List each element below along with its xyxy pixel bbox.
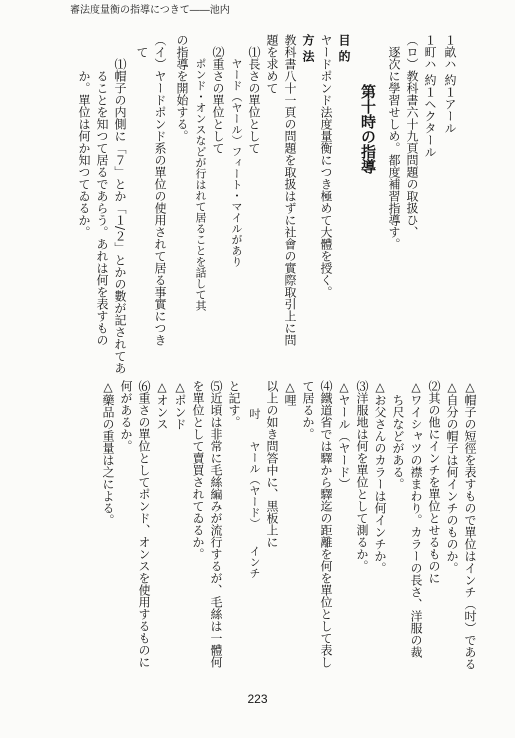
text-line: ⑷鐵道省では驛から驛迄の距離を何を單位として表し bbox=[319, 380, 333, 668]
text-line: 題を求めて bbox=[265, 34, 279, 94]
text-line: ⑵其の他にインチを單位とせるものに bbox=[427, 380, 441, 584]
text-line: （イ）ヤードポンド系の單位の使用されて居る事實につき bbox=[153, 34, 167, 346]
text-line: （ロ）教科書六十九頁問題の取扱ひ、 bbox=[405, 34, 419, 238]
text-line: １町ハ 約１ヘクタール bbox=[423, 34, 437, 158]
text-line: ⑶洋服地は何を單位として測るか。 bbox=[355, 380, 369, 572]
text-line: △ワイシャツの襟まわり。カラーの長さ、洋服の裁 bbox=[409, 380, 423, 658]
text-line: 吋 ヤール（ヤード） インチ bbox=[248, 408, 261, 579]
text-line: か。單位は何か知つてゐるか。 bbox=[77, 70, 91, 238]
text-line: △お父さんのカラーは何インチか。 bbox=[373, 380, 387, 574]
text-line: ヤードポンド法度量衡につき極めて大體を授く。 bbox=[319, 34, 333, 298]
text-line: て居るか。 bbox=[301, 380, 315, 440]
text-line: △ヤール（ヤード） bbox=[337, 380, 351, 490]
text-line: ⑹重さの單位としてポンド、オンスを使用するものに bbox=[137, 380, 151, 668]
text-line: の指導を開始する。 bbox=[175, 34, 189, 142]
text-line: 目 的 bbox=[337, 34, 351, 63]
text-line: △ポンド bbox=[173, 380, 187, 430]
text-line: 方 法 bbox=[301, 34, 315, 63]
text-line: ⑴帽子の内側に「７」とか「１/２」とかの數が記されてあ bbox=[113, 58, 127, 375]
text-line: 何があるか。 bbox=[119, 380, 133, 452]
text-line: △オンス bbox=[155, 380, 169, 430]
running-head: 審法度量衡の指導につきて――池内 bbox=[70, 5, 230, 16]
text-line: 逐次に學習せしめ。都度補習指導す。 bbox=[387, 46, 401, 250]
text-line: ヤード（ヤール）フィート・マイルがあり bbox=[230, 58, 243, 267]
text-line: て bbox=[135, 46, 149, 58]
page-number: 223 bbox=[247, 692, 268, 706]
text-line: ⑵重さの單位として bbox=[211, 46, 225, 154]
text-line: △自分の帽子は何インチのものか。 bbox=[445, 380, 459, 574]
text-line: ⑴長さの單位として bbox=[247, 46, 261, 154]
text-line: ち尺などがある。 bbox=[391, 394, 405, 490]
text-line: △哩 bbox=[283, 380, 297, 406]
text-line: を單位として賣買されてゐるか。 bbox=[191, 380, 205, 560]
text-line: ポンド・オンスなどが行はれて居ることを話して其 bbox=[194, 58, 207, 311]
text-line: ⑸近頃は非常に毛絲編みが流行するが、毛絲は一體何 bbox=[209, 380, 223, 668]
text-line: ることを知つて居るであらう。あれは何を表すもの bbox=[95, 70, 109, 346]
section-heading: 第十時の指導 bbox=[359, 84, 377, 174]
text-line: △藥品の重量は之による。 bbox=[101, 380, 115, 526]
text-line: と記す。 bbox=[227, 380, 241, 428]
text-line: １畝ハ 約１アール bbox=[443, 34, 457, 134]
text-line: 以上の如き問答中に、黒板上に bbox=[265, 380, 279, 548]
text-line: △帽子の短徑を表すもので單位はインチ（吋）である bbox=[463, 380, 477, 670]
text-line: 教科書八十一頁の問題を取扱はずに社會の實際取引上に問 bbox=[283, 34, 297, 346]
